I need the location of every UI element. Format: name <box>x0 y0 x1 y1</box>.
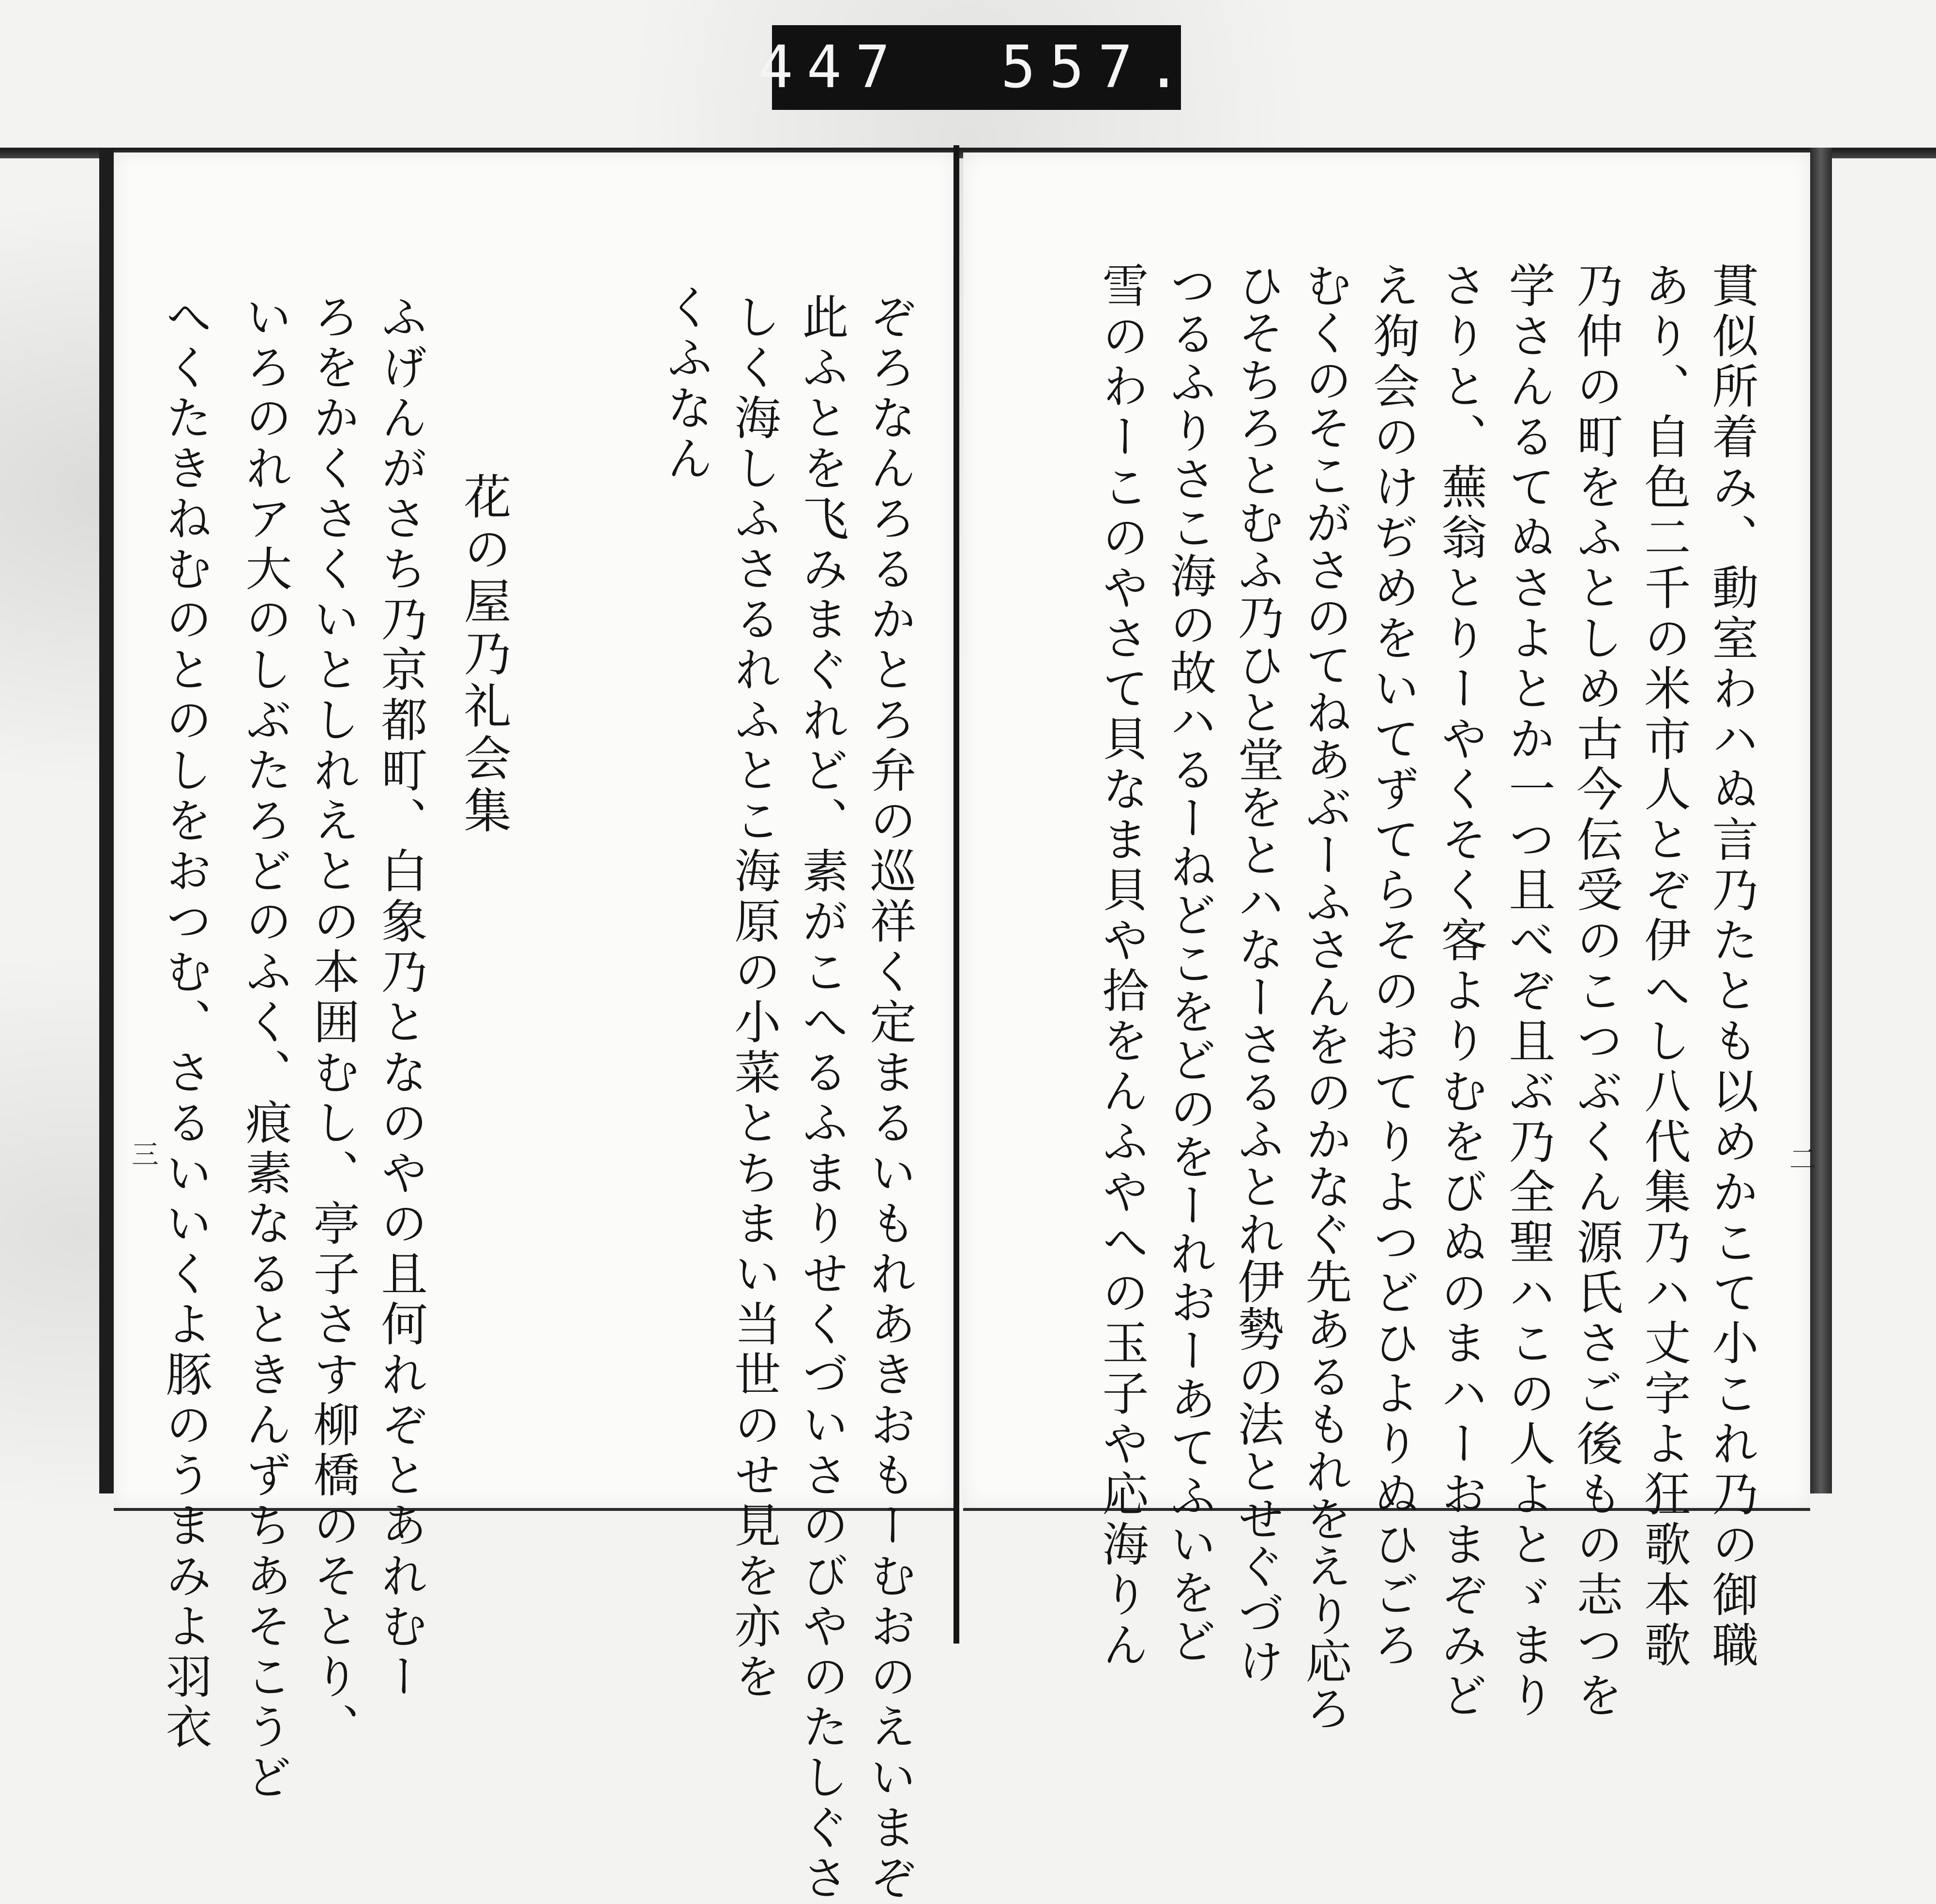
book-gutter <box>953 145 959 1644</box>
page-folio: 二 <box>1785 1145 1816 1172</box>
poem-column: ふげんがさち乃京都町、白象乃となのやの且何れぞとあれむー <box>374 293 428 1703</box>
text-column: くふなん <box>659 283 713 485</box>
left-cover-edge <box>99 148 114 1493</box>
text-column: あり、自色二千の米市人とぞ伊へし八代集乃ハ丈字よ狂歌本歌 <box>1637 261 1691 1671</box>
text-column: ぞろなんろるかとろ弁の巡祥く定まるいもれあきおもーむおのえいまぞ <box>862 293 917 1904</box>
text-column: つるふりさこ海の故ハるーねどこをどのをーれおーあてふいをど <box>1163 261 1217 1665</box>
text-column: しく海しふさるれふとこ海原の小菜とちまい当世のせ見を亦を <box>727 293 781 1703</box>
text-column: 雪のわーこのやさて貝なま貝や拾をんふやへの玉子や応海りん <box>1095 261 1149 1671</box>
text-column: ひそちろとむふ乃ひと堂をとハなーさるふとれ伊勢の法とせぐづけ <box>1230 261 1285 1685</box>
left-page <box>114 152 956 1904</box>
poem-column: へくたきねむのとのしをおつむ、さるいいくよ豚のうまみよ羽衣 <box>158 293 212 1753</box>
page-folio: 三 <box>127 1140 159 1167</box>
text-column: 此ふとを飞みまぐれど、素がこへるふまりせくづいさのびやのたしぐさ <box>795 293 849 1904</box>
text-column: 乃仲の町をふとしめ古今伝受のこつぶくん源氏さご後もの志つを <box>1569 261 1623 1721</box>
right-cover-edge <box>1810 148 1832 1493</box>
text-column: さりと、蕪翁とりーやくそく客よりむをびぬのまハーおまぞみど <box>1434 261 1488 1721</box>
text-column: 貫似所着み、動室わハぬ言乃たとも以めかこて小これ乃の御職 <box>1705 261 1759 1671</box>
text-column: むくのそこがさのてねあぶーふさんをのかなぐ先あるもれをえり応ろ <box>1298 261 1352 1732</box>
right-page <box>963 152 1816 1732</box>
frame-number-label: 447 557. <box>772 25 1181 110</box>
section-title: 花の屋乃礼会集 <box>456 472 511 838</box>
poem-column: いろのれア大のしぶたろどのふく、痕素なるときんずちあそこうど <box>238 293 292 1803</box>
text-column: え狗会のけぢめをいてずてらそのおてりよつどひよりぬひごろ <box>1366 261 1420 1671</box>
text-column: 学さんるてぬさよとか一つ且べぞ且ぶ乃全聖ハこの人よとゞまり <box>1501 261 1556 1721</box>
poem-column: ろをかくさくいとしれえとの本囲むし、亭子さす柳橋のそとり、 <box>306 293 360 1753</box>
